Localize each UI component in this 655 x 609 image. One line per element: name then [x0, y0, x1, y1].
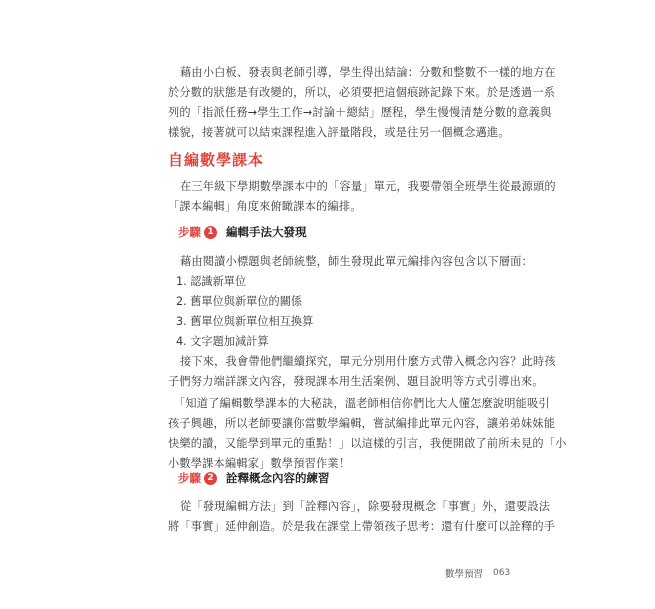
- page-footer: [445, 566, 510, 580]
- step-title: 編輯手法大發現: [226, 225, 307, 239]
- text-line: 將「事實」延伸創造。於是我在課堂上帶領孩子思考：還有什麼可以詮釋的手: [168, 520, 556, 533]
- text-line: 藉由閱讀小標題與老師統整，師生發現此單元編排內容包含以下層面：: [180, 255, 534, 268]
- list-item: 4. 文字題加減計算: [176, 335, 269, 348]
- quote-paragraph: [168, 394, 567, 474]
- step-label: 步驟: [178, 225, 201, 239]
- section-intro-paragraph: [168, 177, 556, 217]
- text-line: 子們努力端詳課文內容，發現課本用生活案例、題目說明等方式引導出來。: [168, 375, 544, 388]
- step-2-body: [168, 497, 556, 537]
- step-1-heading: [178, 223, 307, 241]
- text-line: 從「發現編輯方法」到「詮釋內容」，除要發現概念「事實」外，還要設法: [180, 500, 551, 513]
- step-1-body: [168, 352, 556, 392]
- step-number-badge: 1: [204, 226, 217, 239]
- section-title: 自編數學課本: [168, 151, 265, 169]
- text-line: 小數學課本編輯家」數學預習作業！: [168, 457, 351, 470]
- step-2-heading: [178, 469, 330, 487]
- text-line: 樣貌，接著就可以結束課程進入評量階段，或是往另一個概念邁進。: [168, 126, 510, 139]
- list-item: 3. 舊單位與新單位相互換算: [176, 315, 314, 328]
- intro-paragraph: [168, 63, 556, 143]
- step-number-badge: 2: [204, 472, 217, 485]
- text-line: 孩子興趣，所以老師要讓你當數學編輯，嘗試編排此單元內容，讓弟弟妹妹能: [168, 417, 556, 430]
- text-line: 「課本編輯」角度來俯瞰課本的編排。: [168, 200, 362, 213]
- list-item: 2. 舊單位與新單位的關係: [176, 295, 303, 308]
- page-number: 063: [493, 568, 511, 578]
- text-line: 於分數的狀態是有改變的，所以，必須要把這個痕跡記錄下來。於是透過一系: [168, 86, 556, 99]
- text-line: 在三年級下學期數學課本中的「容量」單元，我要帶領全班學生從最源頭的: [180, 180, 556, 193]
- text-line: 接下來，我會帶他們繼續探究，單元分別用什麼方式帶入概念內容？此時孩: [180, 355, 556, 368]
- text-line: 快樂的讀，又能學到單元的重點！」以這樣的引言，我便開啟了前所未見的「小: [168, 437, 567, 450]
- text-line: 列的「指派任務→學生工作→討論＋總結」歷程，學生慢慢清楚分數的意義與: [168, 106, 552, 119]
- step-1-intro: [168, 252, 534, 272]
- text-line: 「知道了編輯數學課本的大秘訣，溫老師相信你們比大人懂怎麼說明能吸引: [174, 397, 550, 410]
- running-footer-title: 數學預習: [445, 569, 484, 580]
- list-item: 1. 認識新單位: [176, 275, 247, 288]
- step-1-list: [168, 272, 313, 352]
- step-title: 詮釋概念內容的練習: [226, 471, 330, 485]
- text-line: 藉由小白板、發表與老師引導，學生得出結論：分數和整數不一樣的地方在: [180, 66, 556, 79]
- step-label: 步驟: [178, 471, 201, 485]
